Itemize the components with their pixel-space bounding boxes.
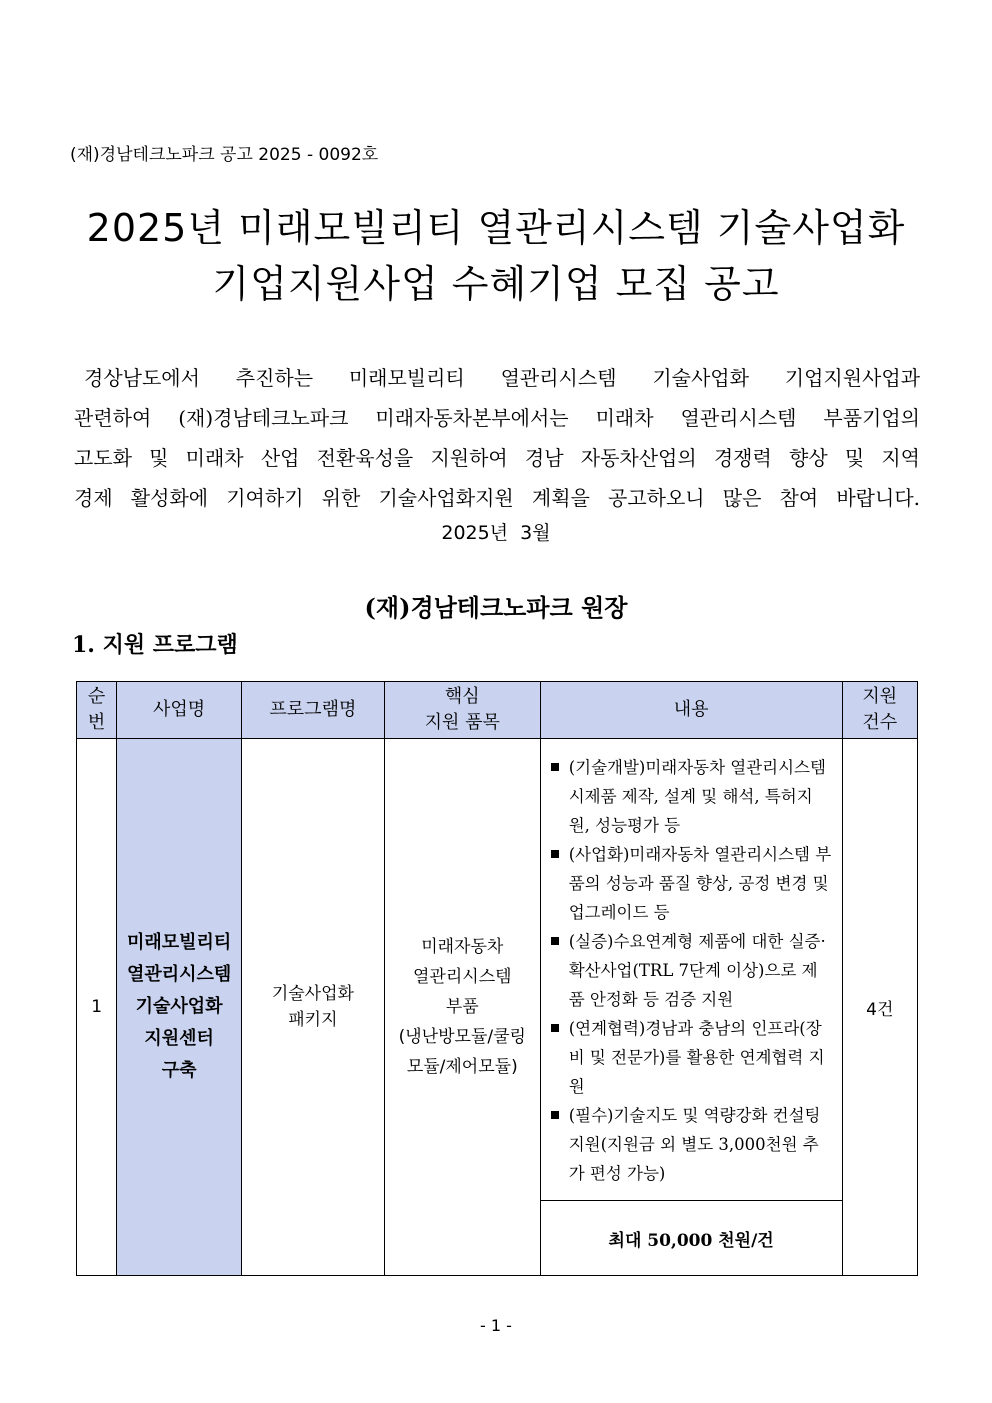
header-business: 사업명 — [117, 682, 242, 739]
table-row — [77, 739, 918, 1201]
header-count-line: 지원 — [862, 686, 898, 707]
content-bullet — [551, 1014, 832, 1101]
business-line: 구축 — [161, 1060, 197, 1081]
notice-number: (재)경남테크노파크 공고 2025 - 0092호 — [70, 145, 379, 165]
square-bullet-icon — [551, 1111, 559, 1119]
content-bullet — [551, 1101, 832, 1188]
bullet-text: (필수)기술지도 및 역량강화 컨설팅 지원(지원금 외 별도 3,000천원 추가 편성 가능) — [568, 1106, 821, 1183]
intro-line: 경상남도에서 추진하는 미래모빌리티 열관리시스템 기술사업화 기업지원사업과 — [84, 366, 920, 390]
header-item — [384, 682, 540, 739]
page-title — [0, 200, 992, 312]
item-line: 모듈/제어모듈) — [406, 1057, 518, 1077]
item-line: 미래자동차 — [421, 937, 504, 957]
header-item-line: 지원 품목 — [424, 712, 500, 733]
table-header-row — [77, 682, 918, 739]
title-line-1: 2025년 미래모빌리티 열관리시스템 기술사업화 — [86, 206, 906, 250]
intro-line: 관련하여 (재)경남테크노파크 미래자동차본부에서는 미래차 열관리시스템 부품기업의 — [74, 406, 920, 430]
section-title: 1. 지원 프로그램 — [72, 632, 238, 658]
item-line: 열관리시스템 — [413, 967, 512, 987]
content-bullet — [551, 927, 832, 1014]
bullet-text: (사업화)미래자동차 열관리시스템 부품의 성능과 품질 향상, 공정 변경 및 업그레이드 등 — [568, 845, 832, 922]
header-no — [77, 682, 117, 739]
content-bullet — [551, 753, 832, 840]
business-line: 미래모빌리티 — [126, 932, 232, 953]
bullet-text: (연계협력)경남과 충남의 인프라(장비 및 전문가)를 활용한 연계협력 지원 — [568, 1019, 825, 1096]
square-bullet-icon — [551, 763, 559, 771]
intro-paragraph — [74, 358, 920, 518]
business-line: 기술사업화 — [135, 996, 223, 1017]
content-bullet — [551, 840, 832, 927]
bullet-text: (실증)수요연계형 제품에 대한 실증·확산사업(TRL 7단계 이상)으로 제품 안정화 등 검증 지원 — [568, 932, 826, 1009]
header-content: 내용 — [540, 682, 842, 739]
header-item-line: 핵심 — [444, 686, 480, 707]
header-count — [842, 682, 917, 739]
cell-count: 4건 — [842, 739, 917, 1276]
program-line: 패키지 — [288, 1010, 338, 1030]
intro-line: 고도화 및 미래차 산업 전환육성을 지원하여 경남 자동차산업의 경쟁력 향상 및 지역 — [74, 446, 920, 470]
cell-no: 1 — [77, 739, 117, 1276]
header-count-line: 건수 — [862, 712, 898, 733]
header-no-line: 번 — [87, 712, 106, 733]
cell-max-amount: 최대 50,000 천원/건 — [540, 1201, 842, 1276]
square-bullet-icon — [551, 1024, 559, 1032]
title-line-2: 기업지원사업 수혜기업 모집 공고 — [212, 262, 780, 306]
cell-content — [540, 739, 842, 1201]
header-no-line: 순 — [87, 686, 106, 707]
header-program: 프로그램명 — [241, 682, 384, 739]
square-bullet-icon — [551, 850, 559, 858]
cell-item — [384, 739, 540, 1276]
business-line: 지원센터 — [144, 1028, 214, 1049]
program-table — [76, 681, 918, 1276]
intro-line: 경제 활성화에 기여하기 위한 기술사업화지원 계획을 공고하오니 많은 참여 바랍니다. — [74, 486, 920, 510]
business-line: 열관리시스템 — [126, 964, 232, 985]
square-bullet-icon — [551, 937, 559, 945]
organization-signature: (재)경남테크노파크 원장 — [364, 593, 628, 622]
item-line: (냉난방모듈/쿨링 — [398, 1027, 526, 1047]
program-line: 기술사업화 — [271, 984, 354, 1004]
cell-program — [241, 739, 384, 1276]
cell-business — [117, 739, 242, 1276]
announcement-date: 2025년 3월 — [441, 522, 551, 544]
page-number: - 1 - — [480, 1316, 512, 1335]
bullet-text: (기술개발)미래자동차 열관리시스템 시제품 제작, 설계 및 해석, 특허지원, 성능평가 등 — [568, 758, 826, 835]
item-line: 부품 — [445, 997, 479, 1017]
